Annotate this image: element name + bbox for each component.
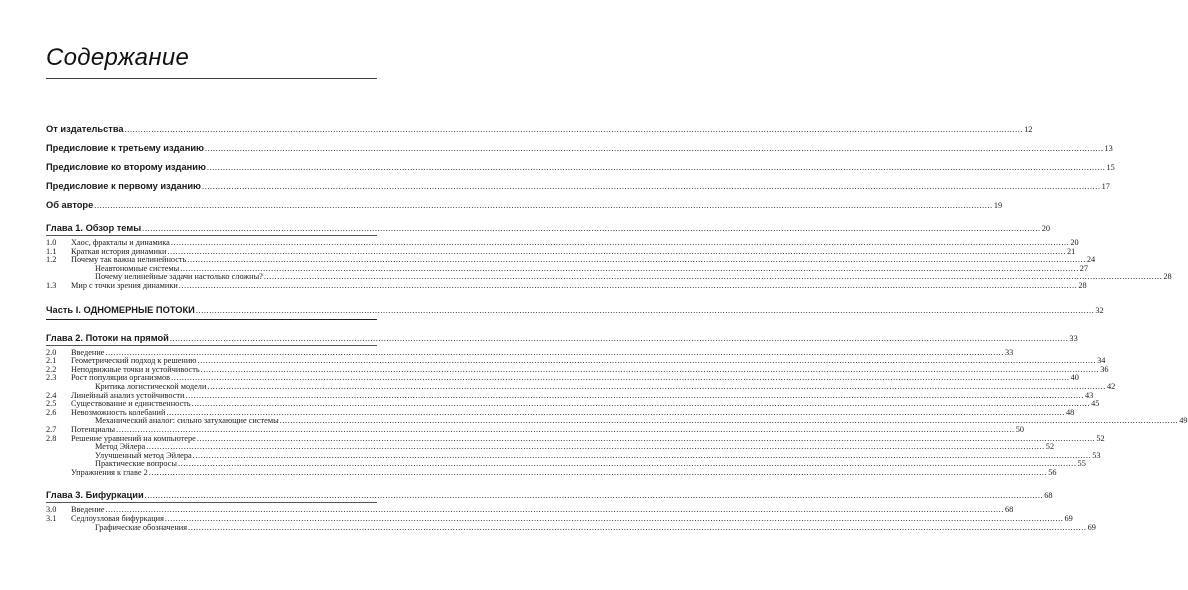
entry-title: Предисловие к первому изданию	[46, 181, 202, 191]
entry-title: Глава 3. Бифуркации	[46, 490, 144, 501]
divider	[46, 502, 377, 503]
page-number: 32	[1095, 305, 1104, 315]
entry-title: Улучшенный метод Эйлера	[95, 450, 192, 460]
page-title: Содержание	[46, 44, 190, 71]
dot-leader	[207, 163, 1106, 173]
entry-title: Решение уравнений на компьютере	[71, 433, 196, 443]
page-number: 48	[1065, 407, 1075, 417]
dot-leader	[196, 306, 1095, 316]
entry-title: Почему нелинейные задачи настолько сложны?	[95, 272, 263, 282]
entry-title: От издательства	[46, 124, 124, 134]
entry-title: Неавтономные системы	[95, 263, 180, 273]
dot-leader	[202, 182, 1101, 192]
entry-title: Введение	[71, 505, 105, 515]
section-number: 2.7	[46, 424, 57, 434]
page-number: 21	[1067, 246, 1076, 256]
toc-chapter-heading[interactable]	[46, 490, 1053, 501]
dot-leader	[145, 491, 1044, 501]
divider	[46, 235, 377, 236]
dot-leader	[94, 201, 993, 211]
page-number: 50	[1015, 424, 1024, 434]
section-number: 2.2	[46, 364, 57, 374]
entry-title: Геометрический подход к решению	[71, 356, 197, 366]
page-number: 55	[1077, 459, 1086, 469]
entry-title: Неподвижные точки и устойчивость	[71, 364, 200, 374]
dot-leader	[149, 469, 1048, 478]
entry-title: Предисловие ко второму изданию	[46, 162, 206, 172]
page-number: 53	[1092, 450, 1101, 460]
toc-part-heading[interactable]	[46, 304, 1104, 315]
toc-front-matter-entry[interactable]	[46, 181, 1110, 191]
page-number: 68	[1005, 505, 1014, 515]
entry-title: Хаос, фракталы и динамика	[71, 238, 170, 247]
entry-title: Линейный анализ устойчивости	[71, 390, 185, 400]
toc-subsection-entry[interactable]	[46, 522, 1096, 533]
page-number: 28	[1078, 280, 1087, 290]
page-number: 12	[1024, 125, 1033, 134]
page-number: 56	[1048, 467, 1057, 477]
entry-title: Предисловие к третьему изданию	[46, 143, 204, 153]
section-number: 2.0	[46, 347, 57, 357]
entry-title: Упражнения к главе 2	[71, 467, 148, 477]
section-number: 2.6	[46, 407, 57, 417]
entry-title: Часть I. ОДНОМЕРНЫЕ ПОТОКИ	[46, 304, 195, 315]
entry-title: Почему так важна нелинейность	[71, 255, 187, 265]
page-number: 49	[1179, 416, 1188, 426]
page-number: 33	[1005, 347, 1014, 357]
entry-title: Об авторе	[46, 200, 94, 210]
toc-chapter-heading[interactable]	[46, 332, 1078, 343]
section-number: 3.1	[46, 514, 57, 524]
toc-front-matter-entry[interactable]	[46, 143, 1113, 153]
section-number: 2.1	[46, 356, 57, 366]
entry-title: Глава 1. Обзор темы	[46, 223, 142, 233]
section-number: 1.1	[46, 246, 57, 256]
title-underline	[46, 78, 377, 79]
entry-title: Глава 2. Потоки на прямой	[46, 332, 169, 343]
page-number: 33	[1069, 333, 1078, 343]
entry-title: Критика логистической модели	[95, 381, 207, 391]
page-number: 45	[1091, 399, 1100, 409]
page-number: 68	[1044, 491, 1053, 501]
dot-leader	[205, 144, 1104, 154]
section-number: 2.4	[46, 390, 57, 400]
page-number: 24	[1086, 255, 1096, 265]
page-number: 19	[993, 201, 1003, 210]
toc-section-entry[interactable]	[46, 280, 1087, 291]
page-number: 34	[1097, 356, 1106, 366]
page-number: 52	[1096, 433, 1105, 443]
dot-leader	[179, 282, 1078, 291]
entry-title: Краткая история динамики	[71, 246, 167, 256]
page-number: 17	[1101, 182, 1110, 191]
section-number: 1.2	[46, 255, 57, 265]
page-number: 13	[1104, 144, 1113, 153]
section-number: 1.3	[46, 280, 57, 290]
dot-leader	[188, 524, 1087, 533]
toc-chapter-heading[interactable]	[46, 223, 1051, 233]
page-number: 20	[1070, 238, 1079, 247]
section-number: 1.0	[46, 238, 57, 247]
page-number: 28	[1163, 272, 1172, 282]
section-number: 2.5	[46, 399, 57, 409]
page-number: 69	[1064, 514, 1073, 524]
page-number: 20	[1041, 224, 1051, 233]
entry-title: Рост популяции организмов	[71, 373, 171, 383]
table-of-contents	[46, 124, 1188, 532]
section-number: 2.3	[46, 373, 57, 383]
dot-leader	[142, 224, 1041, 234]
entry-title: Потенциалы	[71, 424, 116, 434]
toc-front-matter-entry[interactable]	[46, 124, 1033, 134]
page-number: 40	[1070, 373, 1079, 383]
page-number: 43	[1085, 390, 1094, 400]
dot-leader	[170, 334, 1069, 344]
page-number: 27	[1079, 263, 1089, 273]
entry-title: Существование и единственность	[71, 399, 191, 409]
dot-leader	[125, 125, 1024, 135]
toc-exercises-entry[interactable]	[46, 467, 1057, 478]
toc-front-matter-entry[interactable]	[46, 200, 1003, 210]
divider	[46, 345, 377, 346]
entry-title: Практические вопросы	[95, 459, 177, 469]
section-number: 2.8	[46, 433, 57, 443]
entry-title: Седлоузловая бифуркация	[71, 514, 164, 524]
page-number: 69	[1087, 522, 1096, 532]
page-number: 42	[1106, 381, 1116, 391]
page-number: 15	[1106, 163, 1115, 172]
entry-title: Механический аналог: сильно затухающие системы	[95, 416, 279, 426]
section-number: 3.0	[46, 505, 57, 515]
entry-title: Невозможность колебаний	[71, 407, 166, 417]
entry-title: Введение	[71, 347, 105, 357]
page-number: 36	[1100, 364, 1109, 374]
entry-title: Графические обозначения	[95, 522, 188, 532]
divider	[46, 319, 377, 320]
entry-title: Метод Эйлера	[95, 442, 146, 452]
entry-title: Мир с точки зрения динамики	[71, 280, 178, 290]
page-number: 52	[1045, 442, 1055, 452]
toc-front-matter-entry[interactable]	[46, 162, 1115, 172]
